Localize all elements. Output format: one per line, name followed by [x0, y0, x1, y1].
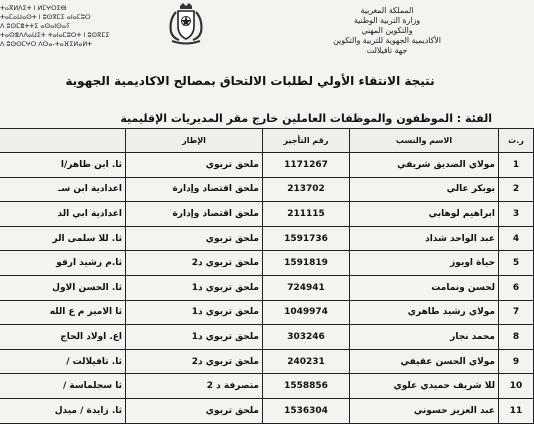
cell-name: ابراهيم لوهابي: [350, 202, 499, 227]
cell-cadre: ملحق تربوي د1: [126, 325, 263, 350]
cell-cadre: ملحق تربوي د1: [126, 275, 263, 300]
cell-registration: 1536304: [263, 398, 350, 423]
cell-cadre: ملحق اقتصاد وإدارة: [126, 202, 263, 227]
cell-number: 1: [499, 153, 534, 178]
cell-cadre: ملحق تربوي: [126, 153, 263, 178]
cell-assignment: ثا.م رشيد ارفو: [0, 251, 126, 276]
cell-cadre: ملحق تربوي د2: [126, 349, 263, 374]
cell-cadre: متصرفة د 2: [126, 374, 263, 399]
cell-name: عبد العزيز حسوني: [350, 398, 499, 423]
cell-cadre: ملحق تربوي د2: [126, 251, 263, 276]
tifinagh-line: ⵜⴰⴳⵍⴷⵉⵜ ⵏ ⵍⵎⵖⵔⵉⴱ: [0, 4, 67, 12]
cell-assignment: ثا. زايدة / ميدل: [0, 398, 126, 423]
cell-assignment: ثا. الحسن الاول: [0, 275, 126, 300]
table-row: [0, 300, 534, 325]
cell-registration: 1591819: [263, 251, 350, 276]
cell-cadre: ملحق تربوي د1: [126, 300, 263, 325]
cell-assignment: ثا الامير م ع الله: [0, 300, 126, 325]
header-assignment: [0, 129, 126, 153]
cell-assignment: اع. اولاد الحاج: [0, 325, 126, 350]
cell-registration: 240231: [263, 349, 350, 374]
cell-number: 2: [499, 177, 534, 202]
arabic-header: [282, 6, 492, 56]
table-row: [0, 275, 534, 300]
tifinagh-line: ⴷ ⵓⵙⵎⴻⵜⵜⵉ ⴰⵙⴰⵏⵙⴰⵢ: [0, 22, 70, 30]
cell-number: 10: [499, 374, 534, 399]
tifinagh-header: [0, 4, 150, 49]
cell-registration: 1558856: [263, 374, 350, 399]
table-row: [0, 153, 534, 178]
cell-registration: 1591736: [263, 226, 350, 251]
cell-name: بوبكر عالي: [350, 177, 499, 202]
cell-registration: 1171267: [263, 153, 350, 178]
category-heading: الفئة : الموظفون والموظفات العاملين خارج مقر المديريات الإقليمية: [120, 112, 492, 125]
header-registration: رقم التأجير: [263, 129, 350, 153]
cell-assignment: ثا سجلماسة /: [0, 374, 126, 399]
table-header-row: [0, 129, 534, 153]
cell-number: 4: [499, 226, 534, 251]
table-row: [0, 398, 534, 423]
arabic-header-line: الأكاديمية الجهوية للتربية والتكوين: [333, 36, 441, 45]
cell-cadre: ملحق تربوي: [126, 398, 263, 423]
header-number: ر.ت: [499, 129, 534, 153]
cell-name: مولاي رشيد طاهري: [350, 300, 499, 325]
cell-cadre: ملحق اقتصاد وإدارة: [126, 177, 263, 202]
cell-name: للا شريف حميدي علوي: [350, 374, 499, 399]
table-row: [0, 226, 534, 251]
cell-registration: 211115: [263, 202, 350, 227]
cell-name: حياة اويوز: [350, 251, 499, 276]
table-row: [0, 374, 534, 399]
cell-assignment: ثا. تافيلالت /: [0, 349, 126, 374]
cell-number: 7: [499, 300, 534, 325]
table-row: [0, 202, 534, 227]
cell-registration: 303246: [263, 325, 350, 350]
cell-name: عبد الواحد شداد: [350, 226, 499, 251]
cell-assignment: اعدادية ابي الد: [0, 202, 126, 227]
cell-cadre: ملحق تربوي: [126, 226, 263, 251]
table-row: [0, 325, 534, 350]
cell-assignment: ثا. ابن طاهر/ا: [0, 153, 126, 178]
cell-number: 9: [499, 349, 534, 374]
cell-number: 3: [499, 202, 534, 227]
header-name: الاسم والنسب: [350, 129, 499, 153]
table-row: [0, 177, 534, 202]
cell-assignment: ثا. للا سلمى الر: [0, 226, 126, 251]
arabic-header-line: المملكة المغربية: [360, 6, 414, 15]
arabic-header-line: جهة تافيلالت: [366, 46, 408, 55]
cell-number: 11: [499, 398, 534, 423]
cell-assignment: اعدادية ابن سـ: [0, 177, 126, 202]
document-title: نتيجة الانتقاء الأولي لطلبات الالتحاق بمصالح الاكاديمية الجهوية: [65, 74, 435, 88]
arabic-header-line: وزارة التربية الوطنية: [353, 16, 421, 25]
table-row: [0, 349, 534, 374]
tifinagh-line: ⴷ ⵓⵙⵙⵎⵖⵔ ⴷⵔⴰ-ⵜⴰⴼⵉⵍⴰⵍⵜ: [0, 40, 93, 48]
cell-name: محمد نجار: [350, 325, 499, 350]
cell-registration: 213702: [263, 177, 350, 202]
cell-name: مولاي الحسن عقيفي: [350, 349, 499, 374]
table-row: [0, 251, 534, 276]
results-table: [0, 128, 534, 424]
header-cadre: الإطار: [126, 129, 263, 153]
cell-number: 5: [499, 251, 534, 276]
cell-number: 8: [499, 325, 534, 350]
cell-registration: 724941: [263, 275, 350, 300]
cell-name: لحسن ونمامت: [350, 275, 499, 300]
cell-registration: 1049974: [263, 300, 350, 325]
arabic-header-line: والتكوين المهني: [361, 26, 413, 35]
coat-of-arms-icon: [166, 2, 206, 46]
tifinagh-line: ⵜⴰⵎⴰⵡⴰⵙⵜ ⵏ ⵓⵙⴳⵎⵉ ⴰⵏⴰⵎⵓⵔ: [0, 13, 91, 21]
cell-name: مولاي الصديق شريفي: [350, 153, 499, 178]
cell-number: 6: [499, 275, 534, 300]
tifinagh-line: ⵜⴰⵙⴻⴷⴷⴰⵡⵉⵜ ⵜⴰⵏⴰⵎⵓⵔⵜ ⵏ ⵓⵙⴳⵎⵉ: [0, 31, 110, 39]
